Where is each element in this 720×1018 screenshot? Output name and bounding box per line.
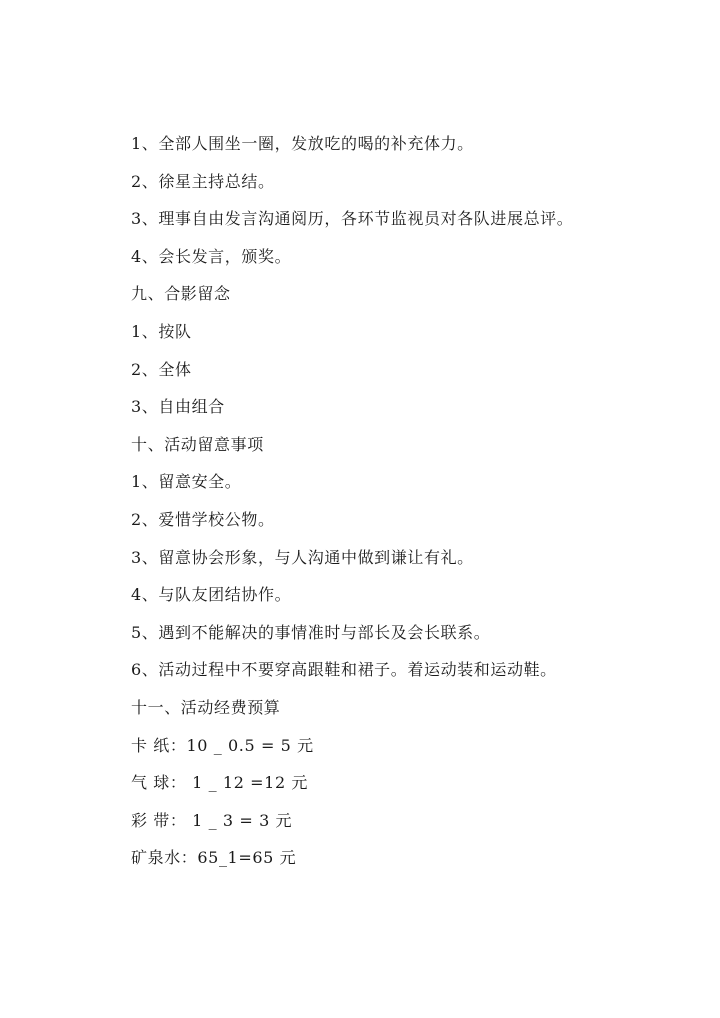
section-heading-budget: 十一、活动经费预算 — [131, 697, 281, 717]
budget-line-cardboard: 卡 纸：10 _ 0.5 = 5 元 — [131, 735, 314, 755]
list-item-teamwork: 4、与队友团结协作。 — [131, 585, 292, 605]
list-item-summary-host: 2、徐星主持总结。 — [131, 171, 275, 191]
list-item-distribute-food: 1、全部人围坐一圈，发放吃的喝的补充体力。 — [131, 134, 474, 153]
budget-line-water: 矿泉水：65_1=65 元 — [131, 848, 297, 868]
list-item-school-property: 2、爱惜学校公物。 — [131, 509, 275, 529]
section-heading-notes: 十、活动留意事项 — [131, 434, 264, 454]
budget-line-ribbons: 彩 带： 1 _ 3 = 3 元 — [131, 810, 293, 830]
list-item-safety: 1、留意安全。 — [131, 472, 242, 492]
list-item-all: 2、全体 — [131, 359, 192, 379]
list-item-association-image: 3、留意协会形象，与人沟通中做到谦让有礼。 — [131, 547, 474, 567]
list-item-contact: 5、遇到不能解决的事情准时与部长及会长联系。 — [131, 622, 491, 642]
list-item-attire: 6、活动过程中不要穿高跟鞋和裙子。着运动装和运动鞋。 — [131, 660, 557, 680]
document-body — [131, 134, 691, 886]
list-item-free-group: 3、自由组合 — [131, 397, 225, 417]
list-item-president-speech: 4、会长发言，颁奖。 — [131, 246, 292, 266]
section-heading-group-photo: 九、合影留念 — [131, 284, 231, 304]
list-item-by-team: 1、按队 — [131, 321, 192, 341]
list-item-free-speech: 3、理事自由发言沟通阅历，各环节监视员对各队进展总评。 — [131, 209, 574, 229]
budget-line-balloons: 气 球： 1 _ 12 =12 元 — [131, 773, 309, 793]
